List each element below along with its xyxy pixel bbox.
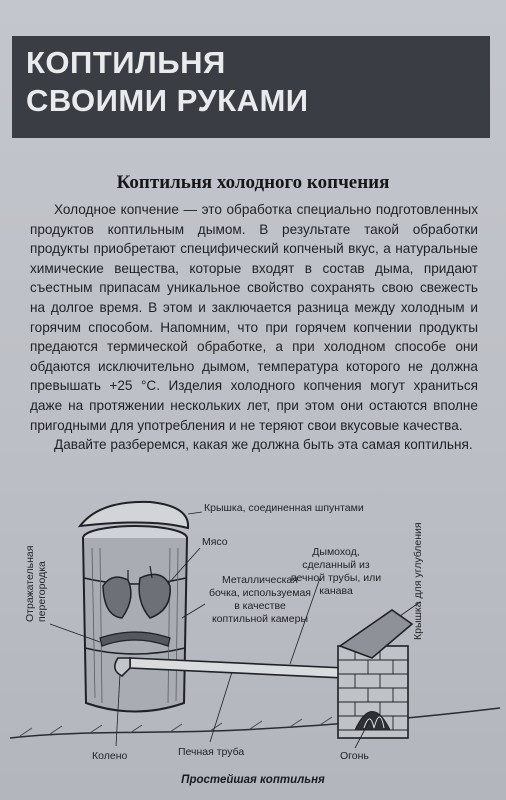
leader-lid xyxy=(188,512,202,514)
label-lid: Крышка, соединенная шпунтами xyxy=(204,502,364,514)
label-pipe: Печная труба xyxy=(178,746,245,758)
paragraph-1: Холодное копчение — это обработка специально подготовленных продуктов коптильным дымом. В результате такой обработки продукты приобретают специфический копченый вкус, а натуральные химические вещества, которые входят в состав дыма, придают съестным припасам уникальное свойство сохранять свою свежесть на долгое время. В этом и заключается разница между холодным и горячим способом. Напомним, что при горячем копчении продукты предаются термической обработке, а при холодном способе они обдаются исключительно дымом, температура которого не должна превышать +25 °С. Изделия холодного копчения могут храниться даже на протяжении нескольких лет, при этом они остаются вполне пригодными для употребления и не теряют свои вкусовые качества. xyxy=(30,202,478,433)
smokehouse-illustration xyxy=(0,498,506,768)
label-meat: Мясо xyxy=(202,536,228,548)
barrel xyxy=(83,526,187,712)
chapter-title-line-2: СВОИМИ РУКАМИ xyxy=(26,83,309,118)
barrel-lid xyxy=(80,502,188,528)
chapter-title-line-1: КОПТИЛЬНЯ xyxy=(26,45,226,80)
label-fire: Огонь xyxy=(340,750,369,762)
paragraph-2: Давайте разберемся, какая же должна быть эта самая коптильня. xyxy=(54,437,473,453)
ground-line xyxy=(10,708,500,738)
label-pit-lid: Крышка для углубления xyxy=(412,522,424,640)
label-reflector: Отражательная перегородка xyxy=(24,545,48,622)
label-barrel: Металлическая бочка, используемая в качестве коптильной камеры xyxy=(208,574,311,625)
chapter-title xyxy=(26,44,406,120)
label-elbow: Колено xyxy=(92,750,128,762)
label-chimney: Дымоход, сделанный из печной трубы, или канава xyxy=(290,546,382,597)
figure-caption: Простейшая коптильня xyxy=(181,774,325,786)
section-heading: Коптильня холодного копчения xyxy=(116,172,390,193)
body-text xyxy=(30,200,478,455)
brick-firebox xyxy=(338,646,408,738)
